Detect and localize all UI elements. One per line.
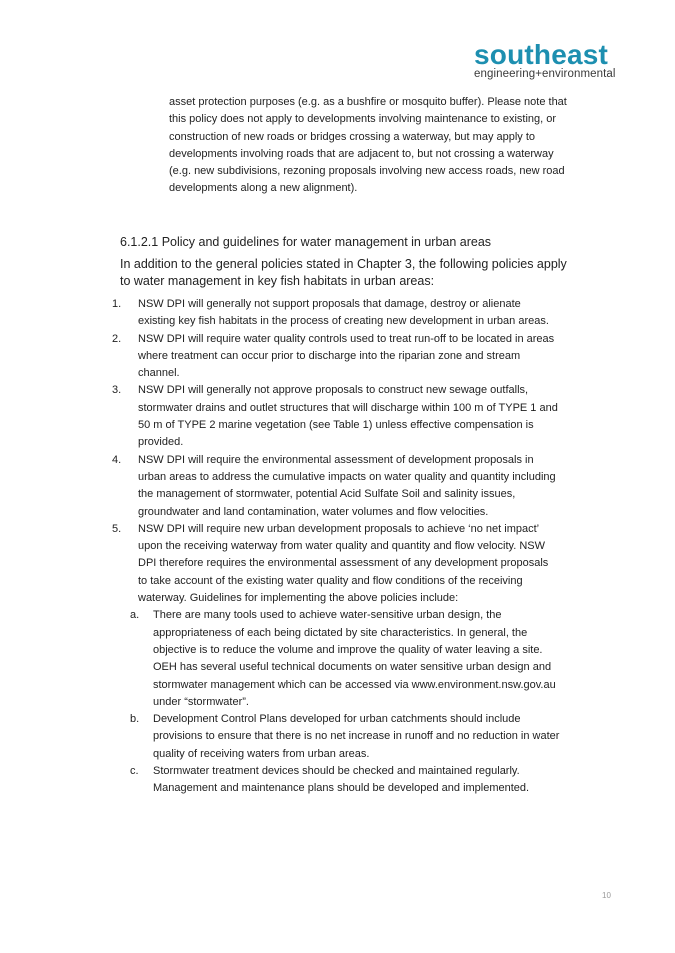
policy-number: 2. (112, 332, 122, 345)
policy-list (112, 296, 560, 798)
policy-text: NSW DPI will generally not approve proposals to construct new sewage outfalls, stormwater drains and outlet structures that will discharge within 100 m of TYPE 1 and 50 m of TYPE 2 marine vegetation (see Table 1) unless effective compensation is provided. (138, 384, 558, 449)
section-heading: 6.1.2.1 Policy and guidelines for water management in urban areas (120, 235, 492, 249)
company-logo (474, 40, 616, 81)
policy-text: NSW DPI will require new urban development proposals to achieve ‘no net impact’ upon the receiving waterway from water quality and quantity and flow velocity. NSW DPI therefore requires the environmental assessment of any development proposals to take account of the existing water quality and flow conditions of the receiving waterway. Guidelines for implementing the above policies include: (138, 522, 549, 605)
policy-text: NSW DPI will require the environmental assessment of development proposals in urban areas to address the cumulative impacts on water quality and quantity including the management of stormwater, potential Acid Sulfate Soil and salinity issues, groundwater and land contamination, water volumes and flow velocities. (138, 453, 556, 518)
policy-number: 4. (112, 453, 122, 466)
policy-item (112, 452, 560, 521)
guideline-text: Development Control Plans developed for urban catchments should include provisions to ensure that there is no net increase in runoff and no reduction in water quality of receiving waters from urban areas. (153, 713, 560, 760)
guideline-list (112, 607, 560, 797)
guideline-text: There are many tools used to achieve water-sensitive urban design, the appropriateness of each being dictated by site characteristics. In general, the objective is to reduce the volume and improve the quality of water leaving a site. OEH has several useful technical documents on water sensitive urban design and stormwater management which can be accessed via www.environment.nsw.gov.au under “stormwater”. (153, 609, 556, 708)
section-intro: In addition to the general policies stated in Chapter 3, the following policies apply to water management in key fish habitats in urban areas: (120, 257, 567, 288)
guideline-text: Stormwater treatment devices should be checked and maintained regularly. Management and maintenance plans should be developed and implemented. (153, 765, 530, 795)
continued-paragraph: asset protection purposes (e.g. as a bushfire or mosquito buffer). Please note that this policy does not apply to developments involving maintenance to existing, or construction of new roads or bridges crossing a waterway, but may apply to developments involving roads that are adjacent to, but not crossing a waterway (e.g. new subdivisions, rezoning proposals involving new access roads, new road developments along a new alignment). (169, 96, 567, 195)
policy-item (112, 382, 560, 451)
policy-number: 5. (112, 522, 122, 535)
guideline-item (112, 711, 560, 763)
guideline-letter: c. (130, 765, 139, 778)
logo-wordmark: southeast (474, 39, 609, 70)
guideline-letter: b. (130, 713, 140, 726)
guideline-letter: a. (130, 609, 140, 622)
guideline-item (112, 607, 560, 711)
guideline-item (112, 763, 560, 798)
policy-item (112, 521, 560, 607)
logo-tagline: engineering+environmental (474, 68, 616, 80)
guidelines-block (112, 607, 560, 797)
policy-number: 1. (112, 298, 122, 310)
policy-text: NSW DPI will generally not support proposals that damage, destroy or alienate existing key fish habitats in the process of creating new development in urban areas. (138, 298, 549, 328)
policy-item (112, 331, 560, 383)
policy-item (112, 296, 560, 331)
policy-text: NSW DPI will require water quality controls used to treat run-off to be located in areas where treatment can occur prior to discharge into the riparian zone and stream channel. (138, 332, 555, 380)
policy-number: 3. (112, 384, 122, 397)
page-number: 10 (602, 891, 611, 900)
